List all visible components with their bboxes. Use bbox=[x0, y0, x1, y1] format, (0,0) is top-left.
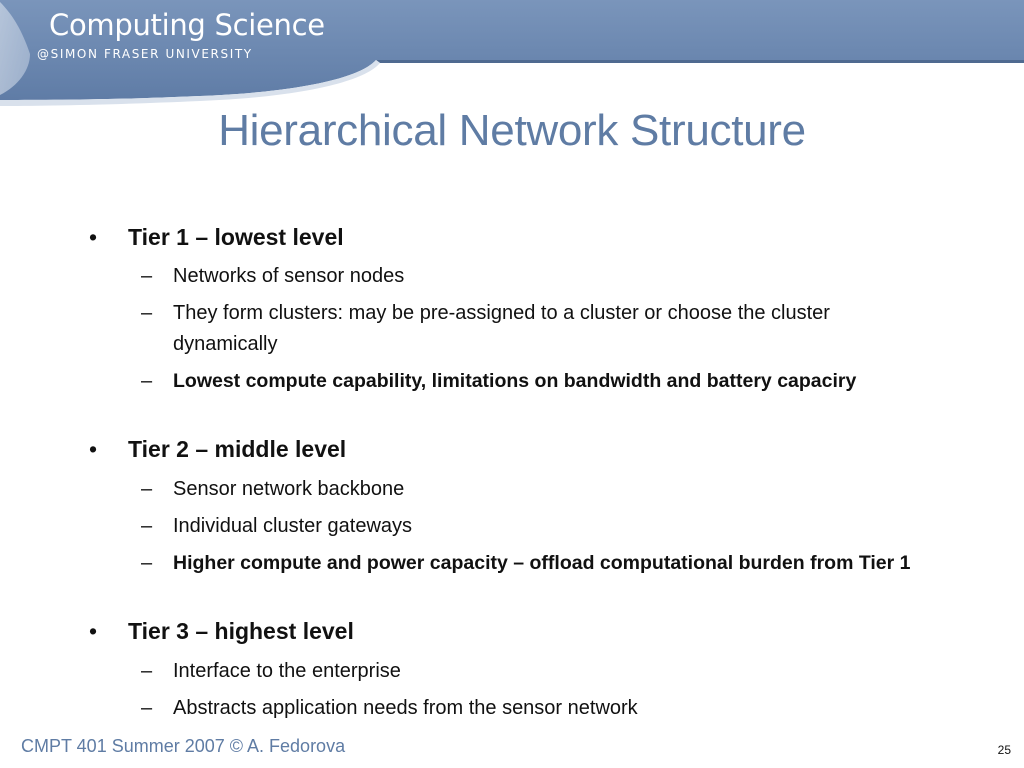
list-item-text: Interface to the enterprise bbox=[173, 660, 401, 682]
tier-1-item-3 bbox=[141, 366, 921, 397]
brand-subtitle: @SIMON FRASER UNIVERSITY bbox=[37, 47, 253, 61]
tier-3-item-1 bbox=[141, 656, 921, 687]
dash-icon: – bbox=[141, 515, 153, 537]
bullet-dot-icon: • bbox=[89, 618, 98, 644]
tier-3-heading bbox=[89, 618, 354, 645]
tier-1-heading bbox=[89, 224, 344, 251]
brand-title: Computing Science bbox=[49, 8, 325, 42]
tier-2-heading bbox=[89, 436, 346, 463]
tier-2-item-1 bbox=[141, 474, 921, 505]
list-item-text: Abstracts application needs from the sensor network bbox=[173, 697, 638, 719]
tier-3-label: Tier 3 – highest level bbox=[128, 618, 354, 644]
tier-2-item-2 bbox=[141, 511, 921, 542]
dash-icon: – bbox=[141, 370, 153, 392]
bullet-dot-icon: • bbox=[89, 224, 98, 250]
footer-course-credit: CMPT 401 Summer 2007 © A. Fedorova bbox=[21, 736, 346, 756]
dash-icon: – bbox=[141, 697, 153, 719]
dash-icon: – bbox=[141, 552, 153, 574]
tier-2-label: Tier 2 – middle level bbox=[128, 436, 347, 462]
dash-icon: – bbox=[141, 265, 153, 287]
list-item-text: Lowest compute capability, limitations on bandwidth and battery capaciry bbox=[173, 370, 857, 392]
dash-icon: – bbox=[141, 302, 153, 324]
tier-1-label: Tier 1 – lowest level bbox=[128, 224, 344, 250]
tier-2-item-3 bbox=[141, 548, 921, 579]
tier-1-item-2 bbox=[141, 298, 921, 360]
list-item-text: Networks of sensor nodes bbox=[173, 265, 405, 287]
list-item-text: They form clusters: may be pre-assigned to a cluster or choose the cluster dynamically bbox=[173, 302, 830, 355]
slide-title: Hierarchical Network Structure bbox=[218, 106, 806, 155]
list-item-text: Higher compute and power capacity – offload computational burden from Tier 1 bbox=[173, 552, 911, 574]
list-item-text: Sensor network backbone bbox=[173, 478, 405, 500]
tier-3-item-2 bbox=[141, 693, 921, 724]
list-item-text: Individual cluster gateways bbox=[173, 515, 413, 537]
bullet-dot-icon: • bbox=[89, 436, 98, 462]
tier-1-item-1 bbox=[141, 261, 921, 292]
page-number: 25 bbox=[997, 743, 1011, 757]
dash-icon: – bbox=[141, 660, 153, 682]
dash-icon: – bbox=[141, 478, 153, 500]
